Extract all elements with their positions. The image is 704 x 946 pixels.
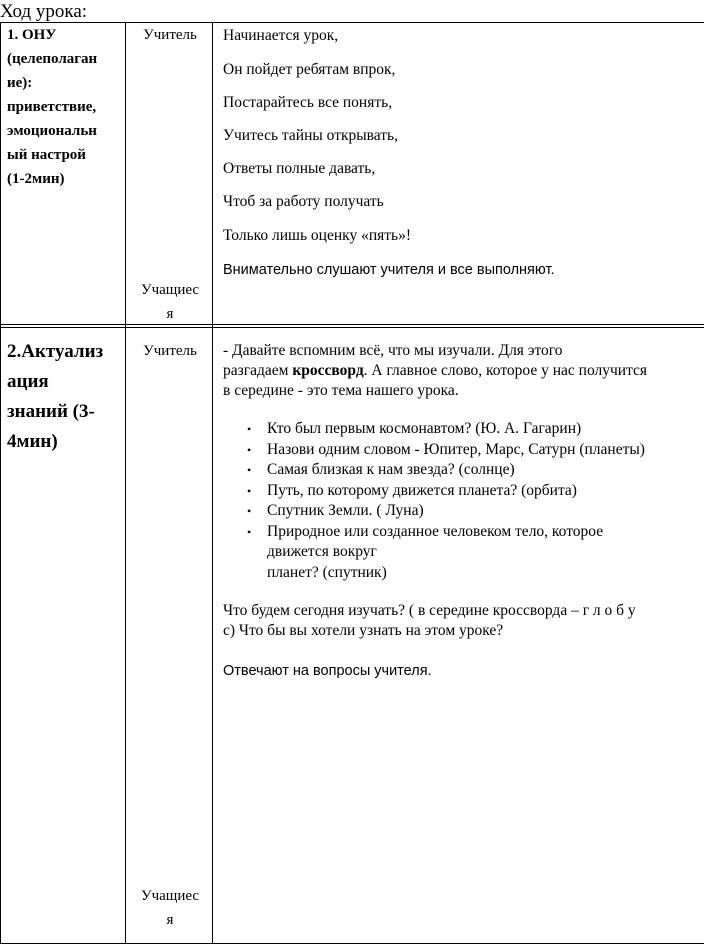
crossword-keyword: кроссворд xyxy=(292,362,364,379)
bullet-icon: • xyxy=(247,422,252,436)
bullet-icon: • xyxy=(247,504,252,518)
poem-line: Он пойдет ребятам впрок, xyxy=(223,61,396,78)
bullet-icon: • xyxy=(247,483,252,498)
teacher-label-1: Учитель xyxy=(143,27,197,43)
row-divider xyxy=(1,324,704,325)
page-heading: Ход урока: xyxy=(0,1,88,22)
column-divider-1 xyxy=(125,23,126,943)
poem-line: Постарайтесь все понять, xyxy=(223,94,393,111)
intro-line: - Давайте вспомним всё, что мы изучали. Для этого xyxy=(223,342,563,359)
bullet-icon: • xyxy=(247,442,252,457)
student-activity-1: Внимательно слушают учителя и все выполняют. xyxy=(223,262,555,278)
student-label-1: Учащиес я xyxy=(140,282,200,322)
list-item: • Самая близкая к нам звезда? (солнце) xyxy=(223,460,704,481)
stage-title-2: 2.Актуализ ация знаний (3- 4мин) xyxy=(7,341,104,452)
closing-line: с) Что бы вы хотели узнать на этом уроке? xyxy=(223,622,504,639)
question-list xyxy=(223,419,704,583)
greeting-poem xyxy=(223,23,703,323)
column-divider-2 xyxy=(212,23,213,943)
closing-line: Что будем сегодня изучать? ( в середине кроссворда – г л о б у xyxy=(223,602,636,619)
list-item: • Кто был первым космонавтом? (Ю. А. Гагарин) xyxy=(223,419,704,440)
row-divider-double xyxy=(1,327,704,328)
intro-line: в середине - это тема нашего урока. xyxy=(223,382,459,399)
poem-line: Учитесь тайны открывать, xyxy=(223,127,398,144)
poem-line: Только лишь оценку «пять»! xyxy=(223,227,412,244)
poem-line: Чтоб за работу получать xyxy=(223,193,384,210)
poem-line: Начинается урок, xyxy=(223,27,339,44)
list-item: • Путь, по которому движется планета? (орбита) xyxy=(223,481,704,502)
bullet-icon: • xyxy=(247,524,252,539)
intro-line: разгадаем кроссворд. А главное слово, которое у нас получится xyxy=(223,362,648,379)
list-item: • Спутник Земли. ( Луна) xyxy=(223,501,704,522)
list-item: • Назови одним словом - Юпитер, Марс, Сатурн (планеты) xyxy=(223,440,704,461)
student-label-2: Учащиес я xyxy=(140,888,200,928)
list-item: • Природное или созданное человеком тело, которое движется вокруг планет? (спутник) xyxy=(247,522,604,581)
lesson-table xyxy=(0,22,704,944)
student-activity-2: Отвечают на вопросы учителя. xyxy=(223,663,432,679)
stage-title-1: 1. ОНУ (целеполаган ие): приветствие, эмоциональн ый настрой (1-2мин) xyxy=(7,27,98,187)
bullet-icon: • xyxy=(247,463,252,477)
poem-line: Ответы полные давать, xyxy=(223,160,376,177)
actualization-content xyxy=(223,341,704,681)
teacher-label-2: Учитель xyxy=(143,343,197,359)
